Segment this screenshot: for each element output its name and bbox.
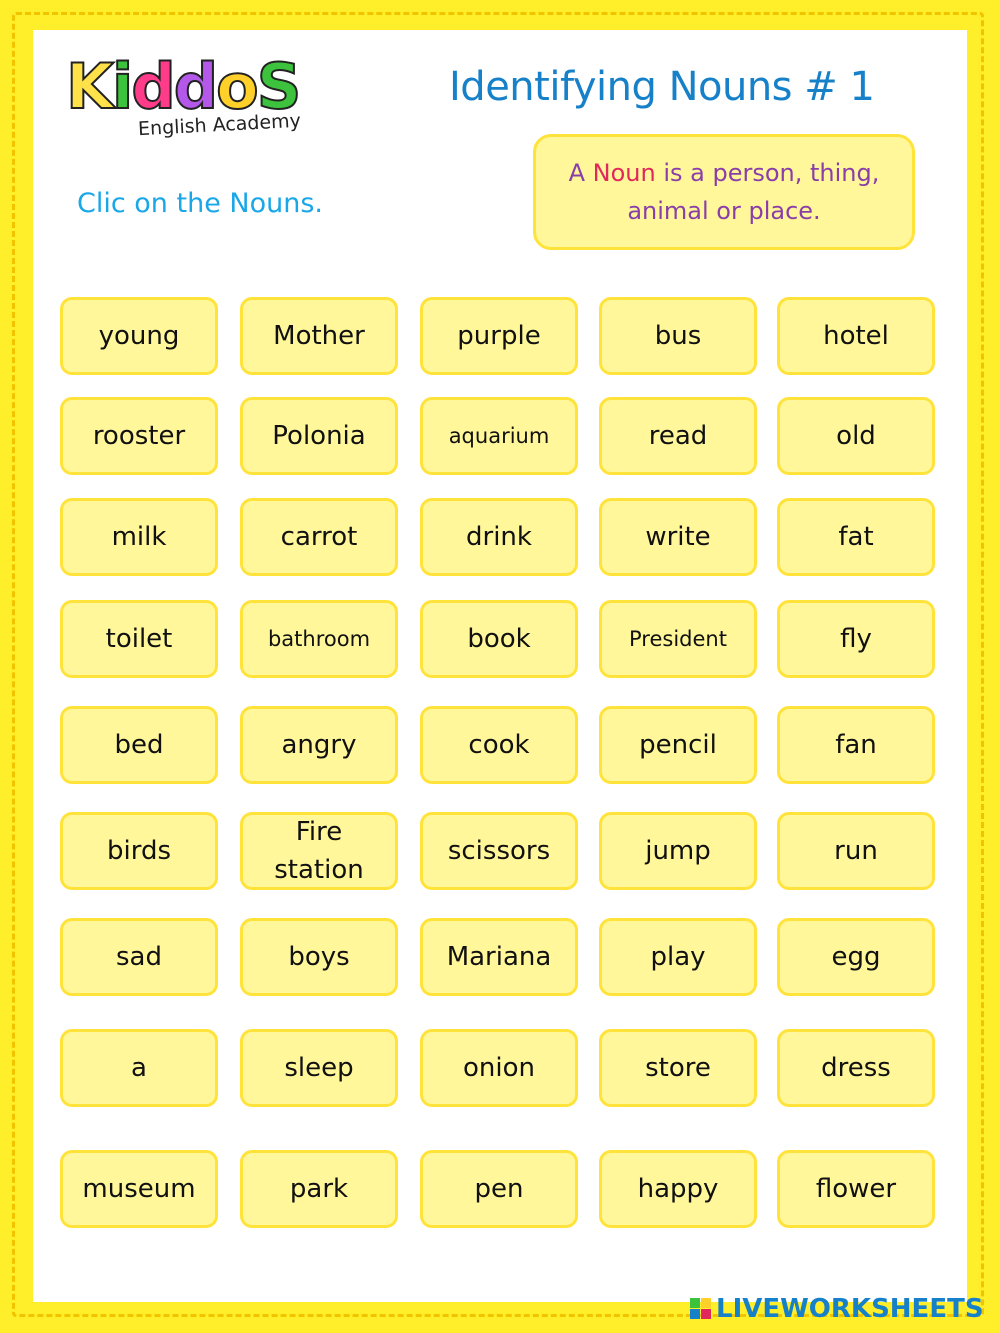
word-option[interactable]: fat [777, 498, 935, 576]
word-option[interactable]: museum [60, 1150, 218, 1228]
word-option[interactable]: read [599, 397, 757, 475]
logo-subtitle: English Academy [137, 109, 302, 141]
definition-prefix: A [568, 159, 586, 187]
word-option[interactable]: play [599, 918, 757, 996]
word-option[interactable]: bed [60, 706, 218, 784]
word-option[interactable]: pencil [599, 706, 757, 784]
word-option[interactable]: bus [599, 297, 757, 375]
word-option[interactable]: fly [777, 600, 935, 678]
word-option[interactable]: Polonia [240, 397, 398, 475]
word-option[interactable]: drink [420, 498, 578, 576]
word-option[interactable]: birds [60, 812, 218, 890]
word-option[interactable]: pen [420, 1150, 578, 1228]
word-option[interactable]: onion [420, 1029, 578, 1107]
word-option[interactable]: flower [777, 1150, 935, 1228]
word-option[interactable]: old [777, 397, 935, 475]
word-option[interactable]: cook [420, 706, 578, 784]
instruction-text: Clic on the Nouns. [77, 188, 323, 219]
word-option[interactable]: hotel [777, 297, 935, 375]
word-option[interactable]: aquarium [420, 397, 578, 475]
word-option[interactable]: egg [777, 918, 935, 996]
word-option[interactable]: President [599, 600, 757, 678]
definition-noun-word: Noun [592, 159, 656, 187]
logo-letter: S [256, 50, 300, 123]
word-option[interactable]: scissors [420, 812, 578, 890]
word-option[interactable]: store [599, 1029, 757, 1107]
word-option[interactable]: purple [420, 297, 578, 375]
word-option[interactable]: carrot [240, 498, 398, 576]
logo-letter: o [216, 50, 257, 123]
word-option[interactable]: run [777, 812, 935, 890]
word-option[interactable]: rooster [60, 397, 218, 475]
liveworksheets-brand [690, 1294, 984, 1324]
logo-letter: d [131, 50, 174, 123]
brand-text: LIVEWORKSHEETS [716, 1294, 984, 1324]
logo-letter: d [173, 50, 217, 123]
word-option[interactable]: Mariana [420, 918, 578, 996]
word-option[interactable]: bathroom [240, 600, 398, 678]
word-option[interactable]: young [60, 297, 218, 375]
liveworksheets-logo-icon [690, 1298, 712, 1320]
word-option[interactable]: dress [777, 1029, 935, 1107]
word-option[interactable]: happy [599, 1150, 757, 1228]
word-option[interactable]: Fire station [240, 812, 398, 890]
word-option[interactable]: toilet [60, 600, 218, 678]
word-option[interactable]: jump [599, 812, 757, 890]
word-option[interactable]: angry [240, 706, 398, 784]
word-option[interactable]: milk [60, 498, 218, 576]
word-option[interactable]: a [60, 1029, 218, 1107]
definition-rest: is a person, thing, animal or place. [627, 159, 880, 225]
worksheet [33, 30, 967, 1302]
word-option[interactable]: boys [240, 918, 398, 996]
word-grid [33, 30, 967, 1302]
word-option[interactable]: book [420, 600, 578, 678]
word-option[interactable]: park [240, 1150, 398, 1228]
word-option[interactable]: fan [777, 706, 935, 784]
word-option[interactable]: write [599, 498, 757, 576]
word-option[interactable]: sad [60, 918, 218, 996]
word-option[interactable]: sleep [240, 1029, 398, 1107]
logo-letter: K [66, 50, 113, 123]
logo-letter: i [112, 50, 132, 123]
page-title: Identifying Nouns # 1 [449, 64, 875, 110]
word-option[interactable]: Mother [240, 297, 398, 375]
